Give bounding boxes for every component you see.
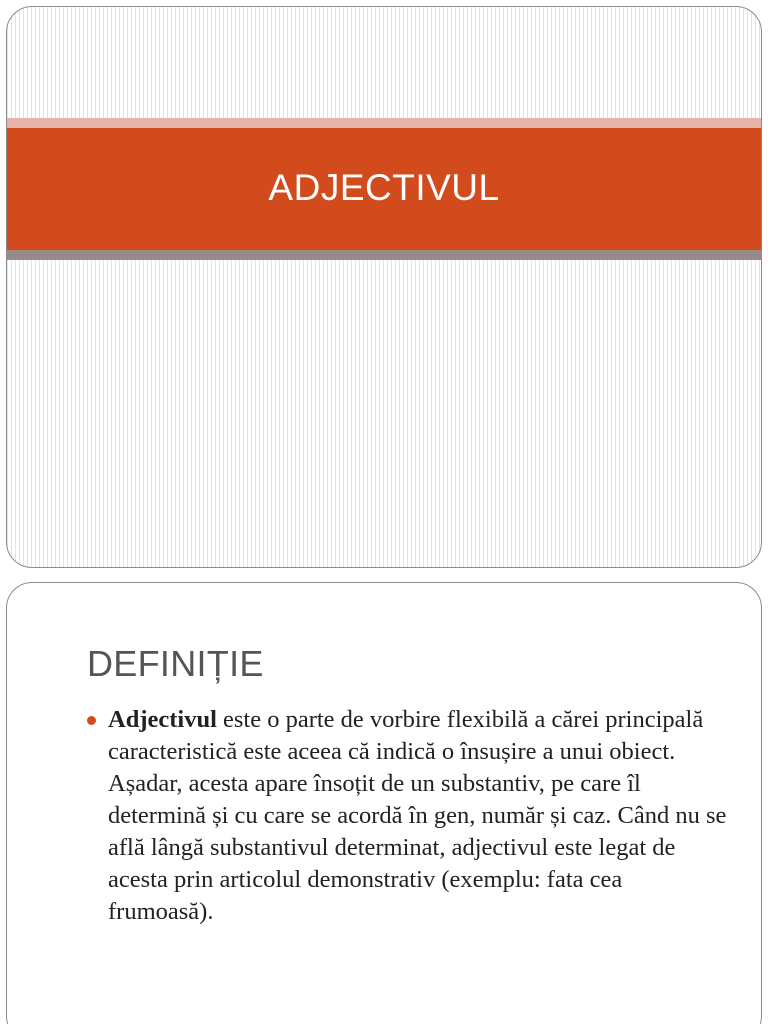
title-band	[7, 128, 761, 250]
title-top-stripe	[7, 118, 761, 128]
title-slide	[6, 6, 762, 568]
definition-text: este o parte de vorbire flexibilă a cărei principală caracteristică este aceea că indică o însușire a unui obiect. Așadar, acesta apare însoțit de un substantiv, pe care îl determină și cu care se acordă în gen, număr și caz. Când nu se află lângă substantivul determinat, adjectivul este legat de acesta prin articolul demonstrativ (exemplu: fata cea frumoasă).	[108, 706, 727, 925]
definition-slide	[6, 582, 762, 1024]
title-bottom-stripe	[7, 250, 761, 260]
bullet-dot-icon	[87, 716, 96, 725]
definition-term: Adjectivul	[108, 706, 217, 733]
slide-title: ADJECTIVUL	[268, 167, 500, 208]
list-item	[87, 704, 727, 928]
bullet-list	[87, 704, 727, 928]
slide-heading: DEFINIȚIE	[87, 643, 264, 684]
